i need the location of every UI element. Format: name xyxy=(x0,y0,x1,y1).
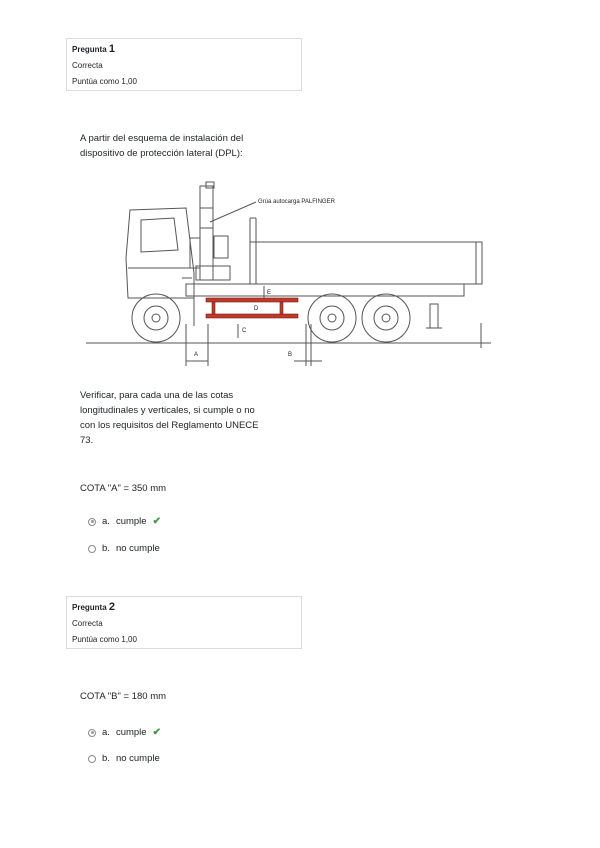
radio-selected[interactable] xyxy=(88,518,96,526)
question-1-option-a[interactable]: a. cumple ✔ xyxy=(88,516,161,527)
question-2-option-b[interactable]: b. no cumple xyxy=(88,753,160,764)
question-2-title: Pregunta 2 xyxy=(72,601,116,613)
radio-unselected[interactable] xyxy=(88,755,96,763)
crane-label: Grúa autocarga PALFINGER xyxy=(258,199,335,205)
question-2-status: Correcta xyxy=(72,619,103,628)
dim-a-label: A xyxy=(194,352,199,358)
question-1-title: Pregunta 1 xyxy=(72,43,116,55)
question-2-info xyxy=(66,596,302,649)
radio-unselected[interactable] xyxy=(88,545,96,553)
question-2-cota: COTA "B" = 180 mm xyxy=(80,691,167,702)
question-1-cota: COTA "A" = 350 mm xyxy=(80,483,167,494)
dim-e-label: E xyxy=(267,290,272,296)
question-2-grade: Puntúa como 1,00 xyxy=(72,635,137,644)
dim-d-label: D xyxy=(254,306,259,312)
dpl-installation-diagram xyxy=(86,178,506,374)
question-2-option-a[interactable]: a. cumple ✔ xyxy=(88,727,161,738)
question-1-status: Correcta xyxy=(72,61,103,70)
radio-selected[interactable] xyxy=(88,729,96,737)
question-1-option-b[interactable]: b. no cumple xyxy=(88,543,160,554)
dim-b-label: B xyxy=(288,352,293,358)
question-1-intro: A partir del esquema de instalación del dispositivo de protección lateral (DPL): xyxy=(80,133,244,159)
question-1-prompt: Verificar, para cada una de las cotas longitudinales y verticales, si cumple o no con los requisitos del Reglamento UNECE 73. xyxy=(80,390,259,446)
dim-c-label: C xyxy=(242,328,247,334)
question-1-grade: Puntúa como 1,00 xyxy=(72,77,137,86)
question-1-info xyxy=(66,38,302,91)
check-icon: ✔ xyxy=(152,516,161,527)
check-icon: ✔ xyxy=(152,727,161,738)
